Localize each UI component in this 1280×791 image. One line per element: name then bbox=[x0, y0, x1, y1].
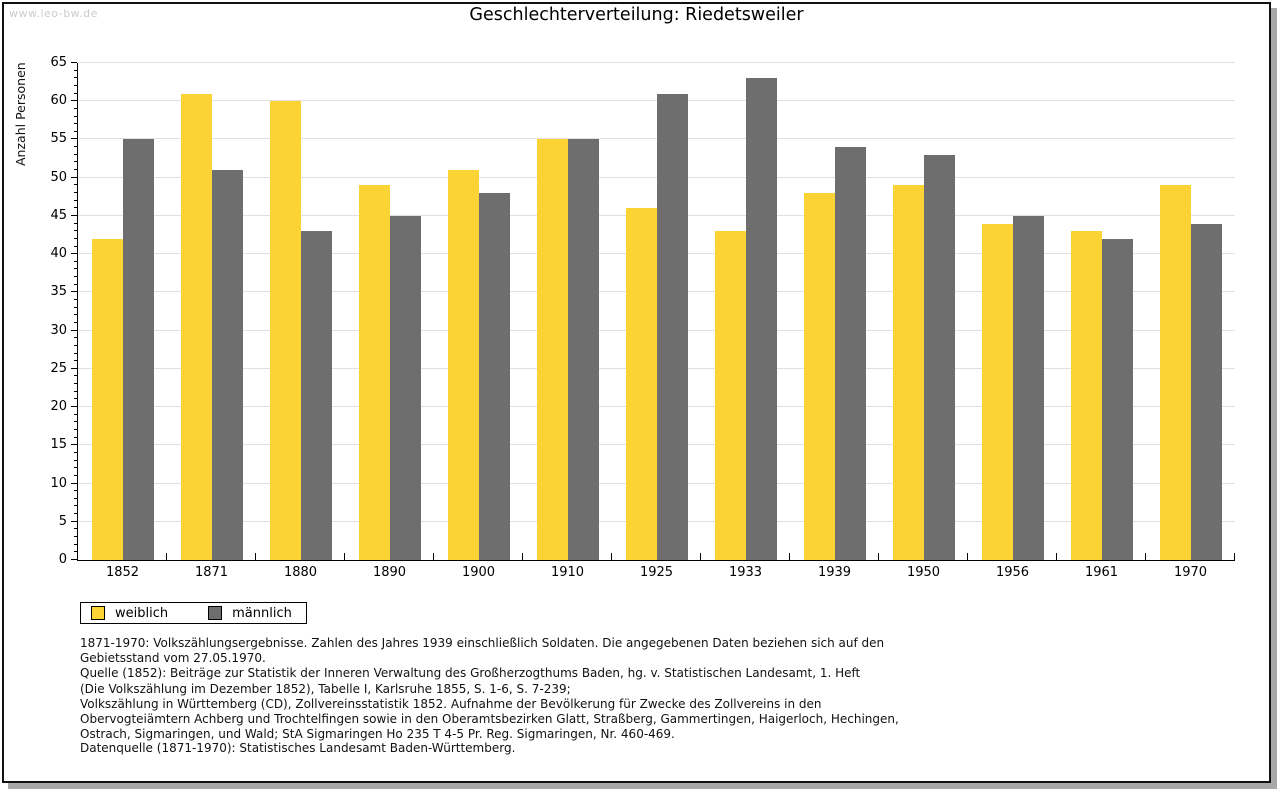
x-boundary-tick-4 bbox=[433, 553, 434, 560]
y-minor-tick-41 bbox=[74, 246, 77, 247]
watermark: www.leo-bw.de bbox=[9, 7, 98, 20]
y-minor-tick-3 bbox=[74, 536, 77, 537]
bar-weiblich-1970 bbox=[1160, 185, 1191, 560]
bar-männlich-1939 bbox=[835, 147, 866, 560]
bar-group-1890 bbox=[345, 63, 434, 560]
y-minor-tick-27 bbox=[74, 353, 77, 354]
bar-weiblich-1956 bbox=[982, 224, 1013, 560]
y-tick-label-30: 30 bbox=[50, 322, 67, 338]
y-major-tick-5 bbox=[71, 521, 77, 522]
legend bbox=[80, 602, 307, 624]
y-major-tick-0 bbox=[71, 559, 77, 560]
legend-item-männlich bbox=[208, 606, 292, 621]
plot-area bbox=[50, 55, 1235, 567]
y-minor-tick-19 bbox=[74, 414, 77, 415]
datasource-text: Datenquelle (1871-1970): Statistisches Landesamt Baden-Württemberg. bbox=[80, 741, 516, 755]
y-minor-tick-17 bbox=[74, 429, 77, 430]
bar-weiblich-1961 bbox=[1071, 231, 1102, 560]
y-minor-tick-62 bbox=[74, 85, 77, 86]
bar-männlich-1900 bbox=[479, 193, 510, 560]
y-minor-tick-31 bbox=[74, 322, 77, 323]
y-minor-tick-34 bbox=[74, 299, 77, 300]
y-minor-tick-26 bbox=[74, 360, 77, 361]
y-major-tick-55 bbox=[71, 138, 77, 139]
bar-männlich-1880 bbox=[301, 231, 332, 560]
bar-weiblich-1925 bbox=[626, 208, 657, 560]
y-minor-tick-13 bbox=[74, 460, 77, 461]
y-minor-tick-21 bbox=[74, 398, 77, 399]
y-minor-tick-9 bbox=[74, 490, 77, 491]
x-boundary-tick-1 bbox=[166, 553, 167, 560]
y-major-tick-60 bbox=[71, 100, 77, 101]
bar-group-1880 bbox=[256, 63, 345, 560]
y-major-tick-30 bbox=[71, 330, 77, 331]
y-tick-label-45: 45 bbox=[50, 207, 67, 223]
bar-group-1970 bbox=[1146, 63, 1235, 560]
y-minor-tick-51 bbox=[74, 169, 77, 170]
y-minor-tick-56 bbox=[74, 131, 77, 132]
bar-weiblich-1852 bbox=[92, 239, 123, 560]
legend-label-weiblich: weiblich bbox=[115, 605, 169, 621]
y-tick-label-20: 20 bbox=[50, 399, 67, 415]
x-label-1970: 1970 bbox=[1173, 565, 1208, 580]
y-minor-tick-44 bbox=[74, 223, 77, 224]
bar-weiblich-1871 bbox=[181, 94, 212, 560]
x-label-1956: 1956 bbox=[995, 565, 1030, 580]
bar-männlich-1871 bbox=[212, 170, 243, 560]
chart-title: Geschlechterverteilung: Riedetsweiler bbox=[469, 5, 804, 25]
y-minor-tick-59 bbox=[74, 108, 77, 109]
footnote-line-3: Quelle (1852): Beiträge zur Statistik der Inneren Verwaltung des Großherzogthums Baden, hg. v. Statistischen Landesamt, 1. Heft bbox=[80, 666, 861, 681]
footnote-line-5: Volkszählung in Württemberg (CD), Zollvereinsstatistik 1852. Aufnahme der Bevölkerung für Zwecke des Zollvereins in den bbox=[80, 696, 822, 711]
x-boundary-tick-5 bbox=[522, 553, 523, 560]
bar-männlich-1956 bbox=[1013, 216, 1044, 560]
bar-männlich-1925 bbox=[657, 94, 688, 560]
legend-label-männlich: männlich bbox=[232, 605, 292, 621]
y-tick-label-50: 50 bbox=[50, 169, 67, 185]
bar-männlich-1890 bbox=[390, 216, 421, 560]
bar-group-1961 bbox=[1057, 63, 1146, 560]
x-boundary-tick-12 bbox=[1145, 553, 1146, 560]
y-minor-tick-47 bbox=[74, 200, 77, 201]
y-minor-tick-42 bbox=[74, 238, 77, 239]
bar-group-1956 bbox=[968, 63, 1057, 560]
footnote-line-4: (Die Volkszählung im Dezember 1852), Tabelle I, Karlsruhe 1855, S. 1-6, S. 7-239; bbox=[80, 681, 571, 696]
y-minor-tick-53 bbox=[74, 154, 77, 155]
y-major-tick-25 bbox=[71, 368, 77, 369]
y-tick-label-40: 40 bbox=[50, 246, 67, 262]
y-minor-tick-7 bbox=[74, 505, 77, 506]
y-tick-label-65: 65 bbox=[50, 55, 67, 70]
y-major-tick-20 bbox=[71, 406, 77, 407]
y-minor-tick-37 bbox=[74, 276, 77, 277]
y-major-tick-65 bbox=[71, 62, 77, 63]
bar-weiblich-1939 bbox=[804, 193, 835, 560]
bar-weiblich-1910 bbox=[537, 139, 568, 560]
y-minor-tick-54 bbox=[74, 146, 77, 147]
y-minor-tick-61 bbox=[74, 93, 77, 94]
y-minor-tick-38 bbox=[74, 268, 77, 269]
x-label-1933: 1933 bbox=[728, 565, 763, 580]
y-minor-tick-29 bbox=[74, 337, 77, 338]
footnote-line-2: Gebietsstand vom 27.05.1970. bbox=[80, 651, 266, 666]
y-minor-tick-49 bbox=[74, 184, 77, 185]
legend-item-weiblich bbox=[91, 606, 168, 621]
y-minor-tick-57 bbox=[74, 123, 77, 124]
x-label-1890: 1890 bbox=[372, 565, 407, 580]
y-minor-tick-23 bbox=[74, 383, 77, 384]
legend-swatch-männlich bbox=[208, 606, 222, 620]
x-boundary-tick-6 bbox=[611, 553, 612, 560]
x-label-1880: 1880 bbox=[283, 565, 318, 580]
y-tick-label-55: 55 bbox=[50, 131, 67, 147]
y-axis-line bbox=[77, 63, 78, 560]
y-minor-tick-22 bbox=[74, 391, 77, 392]
y-minor-tick-63 bbox=[74, 77, 77, 78]
bar-group-1925 bbox=[612, 63, 701, 560]
y-minor-tick-28 bbox=[74, 345, 77, 346]
y-minor-tick-33 bbox=[74, 307, 77, 308]
bar-weiblich-1900 bbox=[448, 170, 479, 560]
y-tick-label-5: 5 bbox=[58, 513, 67, 529]
y-minor-tick-36 bbox=[74, 284, 77, 285]
y-axis-label: Anzahl Personen bbox=[13, 62, 28, 166]
y-tick-label-10: 10 bbox=[50, 475, 67, 491]
bar-group-1933 bbox=[701, 63, 790, 560]
y-minor-tick-8 bbox=[74, 498, 77, 499]
y-tick-label-0: 0 bbox=[58, 552, 67, 567]
y-minor-tick-48 bbox=[74, 192, 77, 193]
x-label-1910: 1910 bbox=[550, 565, 585, 580]
y-minor-tick-52 bbox=[74, 161, 77, 162]
bar-group-1950 bbox=[879, 63, 968, 560]
y-minor-tick-14 bbox=[74, 452, 77, 453]
chart-page bbox=[2, 2, 1271, 783]
y-minor-tick-12 bbox=[74, 467, 77, 468]
y-major-tick-15 bbox=[71, 444, 77, 445]
x-boundary-tick-2 bbox=[255, 553, 256, 560]
x-label-1961: 1961 bbox=[1084, 565, 1119, 580]
y-minor-tick-16 bbox=[74, 437, 77, 438]
x-boundary-tick-9 bbox=[878, 553, 879, 560]
bar-weiblich-1890 bbox=[359, 185, 390, 560]
x-label-1871: 1871 bbox=[194, 565, 229, 580]
bar-weiblich-1933 bbox=[715, 231, 746, 560]
y-minor-tick-46 bbox=[74, 207, 77, 208]
y-major-tick-45 bbox=[71, 215, 77, 216]
y-major-tick-40 bbox=[71, 253, 77, 254]
y-major-tick-10 bbox=[71, 483, 77, 484]
x-axis-labels bbox=[78, 565, 1235, 580]
x-boundary-tick-8 bbox=[789, 553, 790, 560]
footnote-line-1: 1871-1970: Volkszählungsergebnisse. Zahlen des Jahres 1939 einschließlich Soldaten. Die angegebenen Daten beziehen sich auf den bbox=[80, 636, 885, 650]
y-minor-tick-32 bbox=[74, 314, 77, 315]
y-minor-tick-1 bbox=[74, 551, 77, 552]
bar-group-1871 bbox=[167, 63, 256, 560]
x-label-1939: 1939 bbox=[817, 565, 852, 580]
legend-swatch-weiblich bbox=[91, 606, 105, 620]
x-boundary-tick-11 bbox=[1056, 553, 1057, 560]
x-boundary-tick-13 bbox=[1234, 553, 1235, 560]
x-boundary-tick-10 bbox=[967, 553, 968, 560]
x-axis-line bbox=[77, 560, 1235, 561]
bar-groups bbox=[78, 63, 1235, 560]
bar-männlich-1933 bbox=[746, 78, 777, 560]
footnote-line-6: Obervogteiämtern Achberg und Trochtelfingen sowie in den Oberamtsbezirken Glatt, Straßberg, Gammertingen, Haigerloch, Hechingen, bbox=[80, 712, 899, 727]
bar-männlich-1852 bbox=[123, 139, 154, 560]
y-tick-label-25: 25 bbox=[50, 360, 67, 376]
bar-group-1852 bbox=[78, 63, 167, 560]
x-label-1852: 1852 bbox=[105, 565, 140, 580]
y-tick-label-15: 15 bbox=[50, 437, 67, 453]
x-label-1925: 1925 bbox=[639, 565, 674, 580]
bar-männlich-1950 bbox=[924, 155, 955, 560]
y-major-tick-50 bbox=[71, 177, 77, 178]
y-minor-tick-6 bbox=[74, 513, 77, 514]
bar-weiblich-1950 bbox=[893, 185, 924, 560]
y-tick-label-35: 35 bbox=[50, 284, 67, 300]
footnotes bbox=[80, 636, 899, 742]
x-label-1900: 1900 bbox=[461, 565, 496, 580]
x-boundary-tick-3 bbox=[344, 553, 345, 560]
x-boundary-tick-7 bbox=[700, 553, 701, 560]
bar-group-1910 bbox=[523, 63, 612, 560]
bar-group-1939 bbox=[790, 63, 879, 560]
y-minor-tick-11 bbox=[74, 475, 77, 476]
bar-männlich-1910 bbox=[568, 139, 599, 560]
y-minor-tick-4 bbox=[74, 528, 77, 529]
y-minor-tick-2 bbox=[74, 544, 77, 545]
y-minor-tick-18 bbox=[74, 421, 77, 422]
x-label-1950: 1950 bbox=[906, 565, 941, 580]
y-minor-tick-58 bbox=[74, 116, 77, 117]
y-minor-tick-39 bbox=[74, 261, 77, 262]
y-minor-tick-43 bbox=[74, 230, 77, 231]
y-major-tick-35 bbox=[71, 291, 77, 292]
y-minor-tick-24 bbox=[74, 375, 77, 376]
bar-männlich-1961 bbox=[1102, 239, 1133, 560]
bar-männlich-1970 bbox=[1191, 224, 1222, 560]
y-tick-label-60: 60 bbox=[50, 93, 67, 109]
footnote-line-7: Ostrach, Sigmaringen, und Wald; StA Sigmaringen Ho 235 T 4-5 Pr. Reg. Sigmaringen, Nr. 460-469. bbox=[80, 727, 675, 742]
bar-weiblich-1880 bbox=[270, 101, 301, 560]
bar-group-1900 bbox=[434, 63, 523, 560]
y-minor-tick-64 bbox=[74, 70, 77, 71]
